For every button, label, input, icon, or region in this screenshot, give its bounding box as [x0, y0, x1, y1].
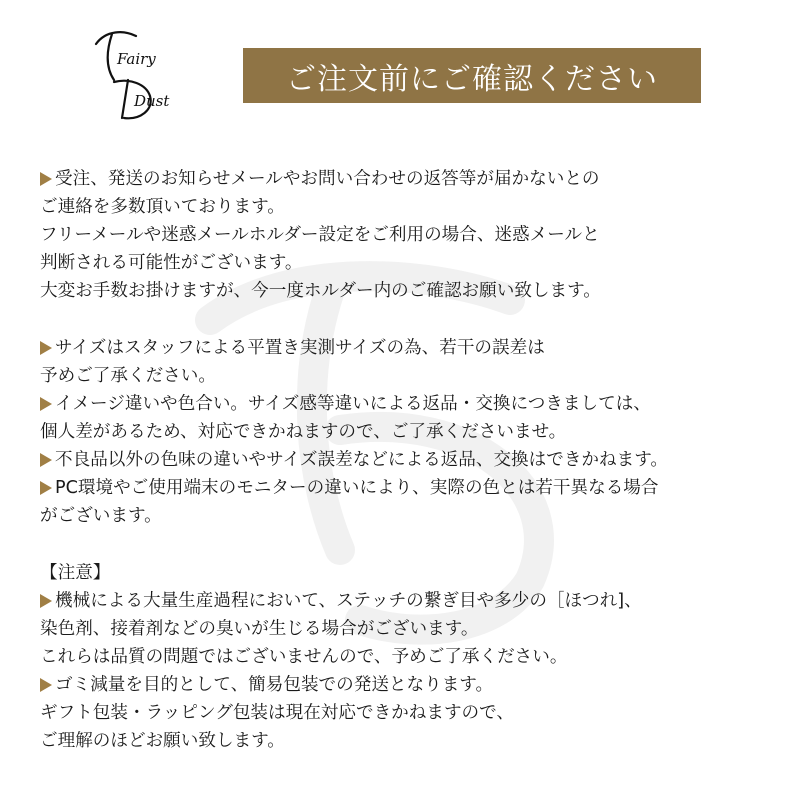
notice-line [40, 643, 780, 671]
brand-logo [84, 22, 184, 122]
notice-line-text: がございます。 [40, 506, 162, 526]
notice-line [40, 502, 780, 530]
notice-line-text: 染色剤、接着剤などの臭いが生じる場合がございます。 [40, 619, 479, 639]
notice-line-text: 予めご了承ください。 [40, 366, 216, 386]
notice-line [40, 727, 780, 755]
notice-line-text: 不良品以外の色味の違いやサイズ誤差などによる返品、交換はできかねます。 [55, 450, 668, 470]
notice-line [40, 390, 780, 418]
notice-line-text: 判断される可能性がございます。 [40, 253, 303, 273]
notice-line [40, 671, 780, 699]
notice-line-text: これらは品質の問題ではございませんので、予めご了承ください。 [40, 647, 568, 667]
notice-line-text: ギフト包装・ラッピング包装は現在対応できかねますので、 [40, 703, 514, 723]
notice-line [40, 418, 780, 446]
triangle-bullet-icon [40, 453, 52, 467]
notice-line-text: ご連絡を多数頂いております。 [40, 197, 285, 217]
triangle-bullet-icon [40, 341, 52, 355]
triangle-bullet-icon [40, 172, 52, 186]
notice-line [40, 587, 780, 615]
notice-line-text: ご理解のほどお願い致します。 [40, 731, 285, 751]
fairy-dust-logo-icon [84, 22, 184, 122]
notice-line [40, 249, 780, 277]
notice-line [40, 699, 780, 727]
notice-line-text: 【注意】 [40, 563, 111, 583]
notice-line [40, 559, 780, 587]
logo-line2: Dust [134, 92, 170, 110]
notice-line-text: イメージ違いや色合い。サイズ感等違いによる返品・交換につきましては、 [55, 394, 651, 414]
triangle-bullet-icon [40, 397, 52, 411]
notice-line [40, 474, 780, 502]
notice-line [40, 334, 780, 362]
triangle-bullet-icon [40, 594, 52, 608]
section-spacer [40, 305, 780, 334]
notice-line-text: ゴミ減量を目的として、簡易包装での発送となります。 [55, 675, 494, 695]
notice-line [40, 615, 780, 643]
notice-line [40, 277, 780, 305]
notice-line [40, 165, 780, 193]
triangle-bullet-icon [40, 481, 52, 495]
notice-line [40, 193, 780, 221]
logo-line1: Fairy [117, 50, 156, 68]
page-title-banner [243, 48, 701, 103]
section-spacer [40, 530, 780, 559]
notice-line-text: 受注、発送のお知らせメールやお問い合わせの返答等が届かないとの [55, 169, 600, 189]
notice-line [40, 221, 780, 249]
notice-line-text: サイズはスタッフによる平置き実測サイズの為、若干の誤差は [55, 338, 545, 358]
notice-line-text: フリーメールや迷惑メールホルダー設定をご利用の場合、迷惑メールと [40, 225, 600, 245]
triangle-bullet-icon [40, 678, 52, 692]
page-title: ご注文前にご確認ください [286, 61, 658, 97]
notice-line-text: PC環境やご使用端末のモニターの違いにより、実際の色とは若干異なる場合 [55, 478, 659, 498]
notice-line [40, 362, 780, 390]
notice-content [40, 165, 780, 755]
notice-line-text: 個人差があるため、対応できかねますので、ご了承くださいませ。 [40, 422, 567, 442]
notice-line-text: 大変お手数お掛けますが、今一度ホルダー内のご確認お願い致します。 [40, 281, 601, 301]
notice-line-text: 機械による大量生産過程において、ステッチの繋ぎ目や多少の［ほつれ]、 [55, 591, 642, 611]
notice-line [40, 446, 780, 474]
